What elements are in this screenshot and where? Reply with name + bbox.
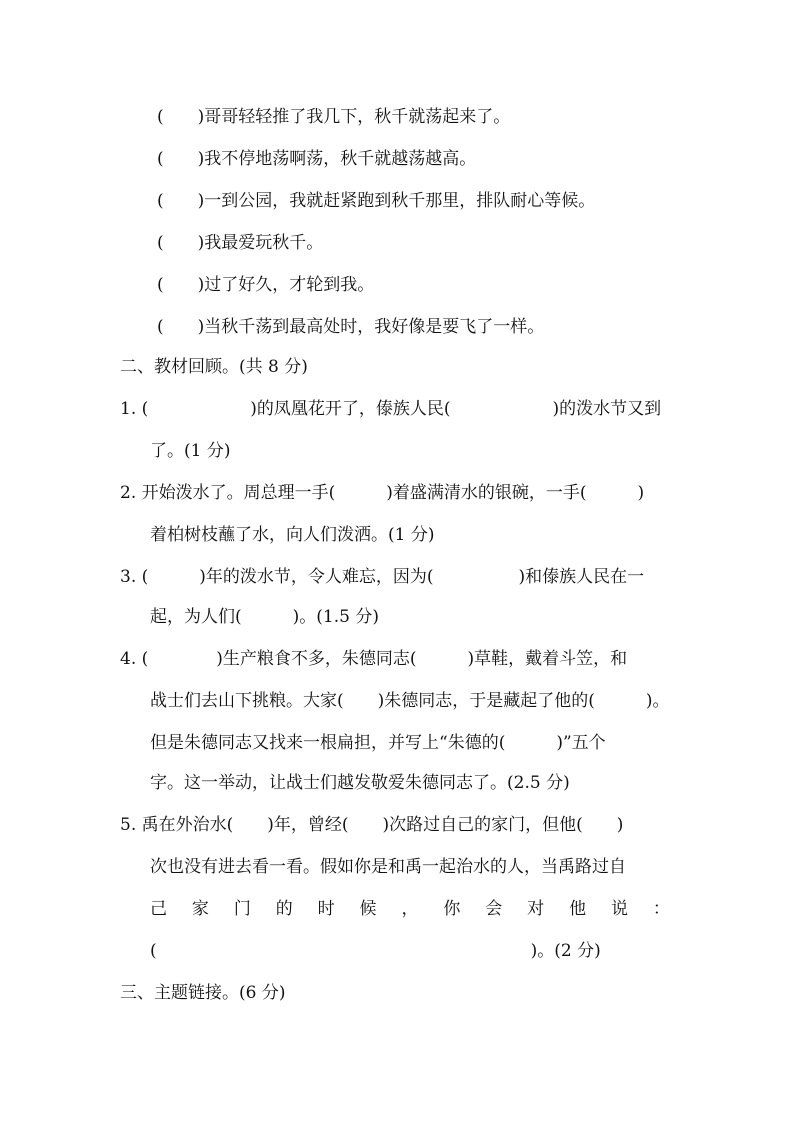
question-2-line-2: 着柏树枝蘸了水，向人们泼洒。(1 分) [150,525,435,545]
char: 候 [359,899,377,919]
question-2-line-1: 2. 开始泼水了。周总理一手( )着盛满清水的银碗，一手( ) [120,483,645,503]
char: ， [401,899,419,919]
char: 你 [443,899,461,919]
char: 家 [191,899,209,919]
question-5-line-1: 5. 禹在外治水( )年，曾经( )次路过自己的家门，但他( ) [120,815,624,835]
order-item-6: ( )当秋千荡到最高处时，我好像是要飞了一样。 [157,317,545,337]
section-2-title: 二、教材回顾。(共 8 分) [120,357,308,377]
char: 他 [569,899,587,919]
order-item-3: ( )一到公园，我就赶紧跑到秋千那里，排队耐心等候。 [157,191,596,211]
question-4-line-3: 但是朱德同志又找来一根扁担，并写上“朱德的( )”五个 [150,733,606,753]
section-3-title: 三、主题链接。(6 分) [120,983,286,1003]
order-item-5: ( )过了好久，才轮到我。 [157,275,375,295]
char: ： [652,899,670,919]
order-item-4: ( )我最爱玩秋千。 [157,233,324,253]
order-item-1: ( )哥哥轻轻推了我几下，秋千就荡起来了。 [157,107,511,127]
question-1-line-1: 1. ( )的凤凰花开了，傣族人民( )的泼水节又到 [120,399,662,419]
question-5-line-2: 次也没有进去看一看。假如你是和禹一起治水的人，当禹路过自 [150,857,626,877]
char: 说 [610,899,628,919]
char: 会 [485,899,503,919]
question-5-line-4: ( )。(2 分) [150,941,601,961]
char: 时 [317,899,335,919]
question-3-line-1: 3. ( )年的泼水节，令人难忘，因为( )和傣族人民在一 [120,567,645,587]
order-item-2: ( )我不停地荡啊荡，秋千就越荡越高。 [157,149,477,169]
question-4-line-4: 字。这一举动，让战士们越发敬爱朱德同志了。(2.5 分) [150,773,570,793]
question-4-line-1: 4. ( )生产粮食不多，朱德同志( )草鞋，戴着斗笠，和 [120,649,628,669]
question-4-line-2: 战士们去山下挑粮。大家( )朱德同志，于是藏起了他的( )。 [150,691,670,711]
question-1-line-2: 了。(1 分) [150,441,231,461]
question-5-line-3 [150,898,670,920]
char: 门 [233,899,251,919]
question-3-line-2: 起，为人们( )。(1.5 分) [150,607,379,627]
char: 的 [275,899,293,919]
char: 己 [150,899,167,919]
char: 对 [527,899,545,919]
